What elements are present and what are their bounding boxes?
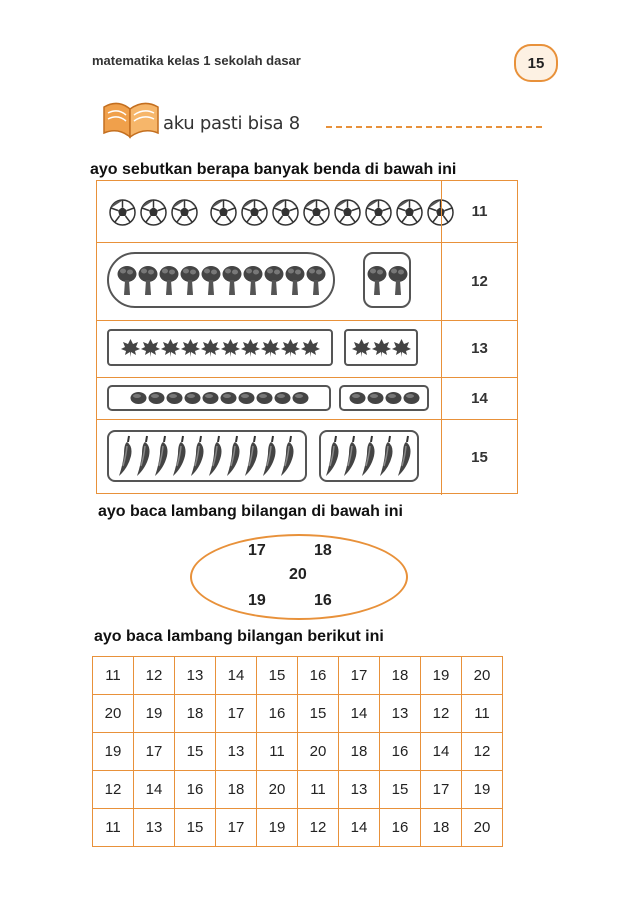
grid-row: [93, 695, 503, 733]
tree-icon: [264, 263, 284, 297]
leaf-icon: [261, 338, 280, 358]
leaf-icon: [241, 338, 260, 358]
grid-cell: 19: [257, 809, 298, 847]
number-grid: [92, 656, 503, 847]
grid-cell: 19: [421, 657, 462, 695]
grid-cell: 16: [380, 809, 421, 847]
leaf-icon: [372, 338, 391, 358]
grid-cell: 15: [175, 733, 216, 771]
grid-cell: 12: [462, 733, 503, 771]
leaf-icon: [352, 338, 371, 358]
leaf-icon: [181, 338, 200, 358]
count-value: 12: [441, 242, 517, 320]
leaf-icon: [392, 338, 411, 358]
grid-cell: 20: [257, 771, 298, 809]
grid-cell: 16: [175, 771, 216, 809]
seed-icon: [292, 391, 309, 405]
grid-cell: 11: [93, 657, 134, 695]
chilies-group-large: [107, 430, 307, 482]
chili-icon: [343, 434, 360, 478]
leaf-icon: [121, 338, 140, 358]
grid-cell: 20: [462, 809, 503, 847]
chilies-group-small: [319, 430, 419, 482]
grid-cell: 11: [298, 771, 339, 809]
chili-icon: [379, 434, 396, 478]
grid-cell: 15: [257, 657, 298, 695]
tree-icon: [180, 263, 200, 297]
counting-table: [96, 180, 518, 494]
grid-cell: 12: [134, 657, 175, 695]
count-value: 15: [441, 419, 517, 495]
tree-icon: [117, 263, 137, 297]
leaf-icon: [161, 338, 180, 358]
question-2-heading: ayo baca lambang bilangan di bawah ini: [98, 503, 403, 520]
open-book-icon: [100, 97, 162, 141]
count-value: 13: [441, 320, 517, 377]
seed-icon: [184, 391, 201, 405]
trees-group-small: [363, 252, 411, 308]
chili-icon: [361, 434, 378, 478]
grid-cell: 19: [134, 695, 175, 733]
tree-icon: [243, 263, 263, 297]
grid-cell: 16: [298, 657, 339, 695]
grid-cell: 17: [216, 809, 257, 847]
ball-icon: [396, 199, 423, 226]
chili-icon: [172, 434, 189, 478]
grid-cell: 19: [93, 733, 134, 771]
grid-cell: 20: [298, 733, 339, 771]
book-title: matematika kelas 1 sekolah dasar: [92, 53, 301, 68]
seed-icon: [256, 391, 273, 405]
oval-number: 19: [248, 592, 266, 609]
chili-icon: [154, 434, 171, 478]
ball-icon: [272, 199, 299, 226]
tree-icon: [201, 263, 221, 297]
chili-icon: [118, 434, 135, 478]
seeds-group-large: [107, 385, 331, 411]
page-number-badge: 15: [514, 44, 558, 82]
chili-icon: [397, 434, 414, 478]
grid-cell: 11: [93, 809, 134, 847]
grid-cell: 14: [134, 771, 175, 809]
seed-icon: [385, 391, 402, 405]
seed-icon: [403, 391, 420, 405]
ball-icon: [109, 199, 136, 226]
seed-icon: [148, 391, 165, 405]
grid-cell: 14: [421, 733, 462, 771]
tree-icon: [285, 263, 305, 297]
grid-cell: 11: [462, 695, 503, 733]
count-row-chilies: [97, 419, 517, 495]
grid-cell: 12: [93, 771, 134, 809]
grid-cell: 19: [462, 771, 503, 809]
count-value: 11: [441, 181, 517, 242]
leaves-group-large: [107, 329, 333, 366]
dashed-divider: [326, 126, 542, 128]
grid-cell: 11: [257, 733, 298, 771]
grid-cell: 20: [462, 657, 503, 695]
grid-cell: 18: [421, 809, 462, 847]
oval-number: 18: [314, 542, 332, 559]
seed-icon: [166, 391, 183, 405]
tree-icon: [367, 263, 387, 297]
count-row-seeds: [97, 377, 517, 420]
section-title: [163, 113, 300, 134]
tree-icon: [306, 263, 326, 297]
oval-number: 17: [248, 542, 266, 559]
chili-icon: [190, 434, 207, 478]
chili-icon: [208, 434, 225, 478]
grid-cell: 12: [421, 695, 462, 733]
grid-row: [93, 657, 503, 695]
chili-icon: [325, 434, 342, 478]
section-number: 8: [288, 113, 300, 134]
grid-cell: 12: [298, 809, 339, 847]
grid-cell: 13: [216, 733, 257, 771]
grid-cell: 18: [175, 695, 216, 733]
grid-cell: 20: [93, 695, 134, 733]
tree-icon: [138, 263, 158, 297]
chili-icon: [262, 434, 279, 478]
leaf-icon: [201, 338, 220, 358]
grid-cell: 14: [339, 695, 380, 733]
grid-cell: 16: [380, 733, 421, 771]
leaf-icon: [141, 338, 160, 358]
grid-cell: 17: [216, 695, 257, 733]
tree-icon: [159, 263, 179, 297]
ball-icon: [303, 199, 330, 226]
count-value: 14: [441, 377, 517, 419]
grid-cell: 13: [380, 695, 421, 733]
grid-cell: 18: [216, 771, 257, 809]
tree-icon: [222, 263, 242, 297]
grid-cell: 14: [216, 657, 257, 695]
grid-cell: 15: [175, 809, 216, 847]
ball-icon: [210, 199, 237, 226]
seed-icon: [130, 391, 147, 405]
chili-icon: [226, 434, 243, 478]
ball-icon: [140, 199, 167, 226]
grid-cell: 15: [298, 695, 339, 733]
chili-icon: [280, 434, 297, 478]
oval-number: 20: [289, 566, 307, 583]
grid-cell: 17: [134, 733, 175, 771]
grid-cell: 17: [339, 657, 380, 695]
oval-number: 16: [314, 592, 332, 609]
number-oval: [190, 534, 408, 620]
seed-icon: [202, 391, 219, 405]
leaf-icon: [221, 338, 240, 358]
seed-icon: [274, 391, 291, 405]
seeds-group-small: [339, 385, 429, 411]
grid-cell: 13: [175, 657, 216, 695]
chili-icon: [136, 434, 153, 478]
trees-group-large: [107, 252, 335, 308]
grid-cell: 18: [339, 733, 380, 771]
grid-row: [93, 733, 503, 771]
ball-icon: [241, 199, 268, 226]
question-3-heading: ayo baca lambang bilangan berikut ini: [94, 628, 384, 645]
seed-icon: [238, 391, 255, 405]
leaf-icon: [301, 338, 320, 358]
grid-cell: 13: [339, 771, 380, 809]
count-row-leaves: [97, 320, 517, 378]
grid-cell: 16: [257, 695, 298, 733]
question-1-heading: ayo sebutkan berapa banyak benda di bawah ini: [90, 161, 457, 178]
leaves-group-small: [344, 329, 418, 366]
count-row-trees: [97, 242, 517, 321]
grid-cell: 13: [134, 809, 175, 847]
seed-icon: [367, 391, 384, 405]
chili-icon: [244, 434, 261, 478]
section-title-text: aku pasti bisa: [163, 113, 284, 134]
ball-icon: [365, 199, 392, 226]
grid-cell: 15: [380, 771, 421, 809]
grid-cell: 18: [380, 657, 421, 695]
grid-cell: 14: [339, 809, 380, 847]
tree-icon: [388, 263, 408, 297]
ball-icon: [171, 199, 198, 226]
balls-group: [109, 199, 454, 226]
grid-row: [93, 771, 503, 809]
leaf-icon: [281, 338, 300, 358]
seed-icon: [349, 391, 366, 405]
count-row-balls: [97, 181, 517, 243]
ball-icon: [334, 199, 361, 226]
seed-icon: [220, 391, 237, 405]
grid-cell: 17: [421, 771, 462, 809]
grid-row: [93, 809, 503, 847]
